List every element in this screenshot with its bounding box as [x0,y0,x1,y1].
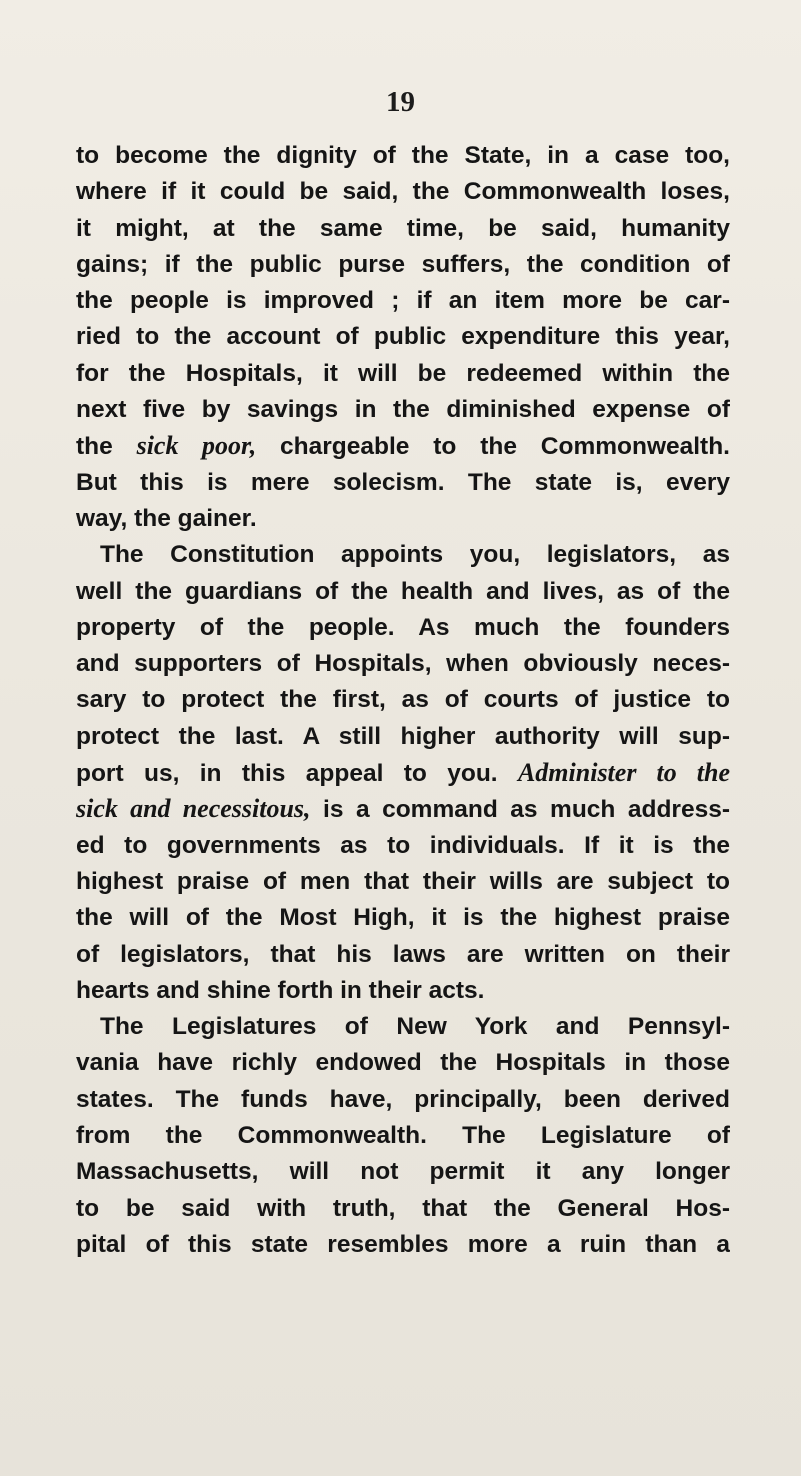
text-line [76,465,730,501]
text-line [76,138,730,174]
text-line [76,973,730,1009]
text-segment: next five by savings in the diminished expense of [76,396,730,424]
text-line [76,1045,730,1081]
text-segment: port us, in this appeal to you. [76,760,518,788]
text-segment: states. The funds have, principally, been derived [76,1085,730,1113]
text-line [76,319,730,355]
text-segment: to become the dignity of the State, in a case too, [76,142,730,169]
text-segment: The Legislatures of New York and Pennsyl- [100,1013,730,1041]
text-line [76,574,730,610]
text-line [76,682,730,718]
text-line [76,1191,730,1227]
text-line [76,428,730,464]
body-text [76,138,730,1263]
text-line [76,392,730,428]
text-line [76,1227,730,1263]
text-segment: it might, at the same time, be said, humanity [76,214,730,242]
text-line [76,646,730,682]
text-segment: chargeable to the Commonwealth. [256,433,730,461]
text-segment: pital of this state resembles more a ruin than a [76,1230,730,1258]
text-segment: to be said with truth, that the General Hos- [76,1194,730,1222]
text-line [76,501,730,537]
text-segment: Massachusetts, will not permit it any longer [76,1158,730,1186]
text-segment: for the Hospitals, it will be redeemed within the [76,359,730,387]
italic-text: Administer to the [517,758,730,788]
text-segment: and supporters of Hospitals, when obviously neces- [76,650,730,678]
text-segment: vania have richly endowed the Hospitals in those [76,1049,730,1077]
text-line [76,211,730,247]
text-segment: the [76,433,137,461]
text-segment: the will of the Most High, it is the highest praise [76,904,730,932]
text-line [76,610,730,646]
italic-text: sick and necessitous, [76,794,311,824]
text-segment: way, the gainer. [76,504,257,532]
text-line [76,937,730,973]
text-line [76,791,730,827]
text-segment: is a command as much address- [310,796,730,824]
text-segment: But this is mere solecism. The state is, every [76,468,730,496]
text-segment: hearts and shine forth in their acts. [76,976,485,1004]
text-line [76,755,730,791]
text-segment: The Constitution appoints you, legislators, as [100,541,730,569]
text-line [76,864,730,900]
text-segment: of legislators, that his laws are written on their [76,940,730,968]
text-segment: well the guardians of the health and lives, as of the [76,577,730,605]
text-segment: ed to governments as to individuals. If it is the [76,831,730,859]
text-segment: gains; if the public purse suffers, the condition of [76,250,730,278]
text-line [76,900,730,936]
text-line [76,828,730,864]
text-line [76,247,730,283]
text-line [76,1009,730,1045]
text-line [76,537,730,573]
text-line [76,356,730,392]
text-line [76,283,730,319]
text-segment: highest praise of men that their wills are subject to [76,867,730,895]
text-line [76,719,730,755]
text-line [76,174,730,210]
text-segment: from the Commonwealth. The Legislature of [76,1122,730,1150]
italic-text: sick poor, [136,431,257,461]
text-segment: property of the people. As much the founders [76,613,730,641]
text-line [76,1118,730,1154]
text-line [76,1154,730,1190]
text-segment: sary to protect the first, as of courts of justice to [76,686,730,714]
text-segment: the people is improved ; if an item more be car- [76,287,730,315]
text-segment: protect the last. A still higher authority will sup- [76,722,730,750]
text-line [76,1082,730,1118]
text-segment: where if it could be said, the Commonwealth loses, [76,178,730,206]
page-number: 19 [386,86,415,118]
text-segment: ried to the account of public expenditure this year, [76,323,730,351]
